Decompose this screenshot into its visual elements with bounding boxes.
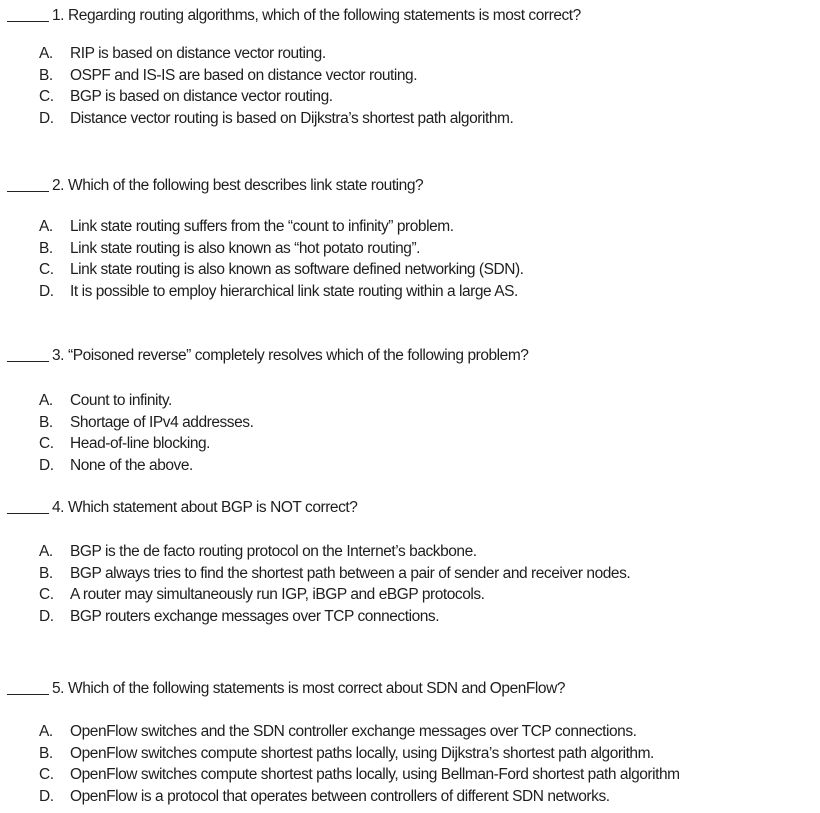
option-letter: B. [39, 744, 53, 762]
question-header [0, 497, 357, 519]
option-text: A router may simultaneously run IGP, iBGP and eBGP protocols. [70, 586, 485, 603]
option-letter: A. [39, 392, 53, 409]
option-letter: C. [39, 766, 54, 783]
option-text: Shortage of IPv4 addresses. [70, 413, 254, 431]
answer-blank[interactable] [7, 513, 49, 514]
option-text: OpenFlow switches compute shortest paths locally, using Dijkstra’s shortest path algorithm. [70, 744, 654, 762]
option-text: Link state routing suffers from the “count to infinity” problem. [70, 218, 454, 235]
option-c [39, 584, 630, 606]
question-number: 5. [52, 680, 65, 697]
option-d [39, 786, 680, 808]
option-letter: B. [39, 66, 53, 84]
option-text: BGP always tries to find the shortest path between a pair of sender and receiver nodes. [70, 564, 631, 582]
option-b [39, 563, 630, 585]
answer-blank[interactable] [7, 694, 49, 695]
option-text: OSPF and IS-IS are based on distance vector routing. [70, 66, 418, 84]
option-a [39, 216, 524, 238]
option-text: RIP is based on distance vector routing. [70, 45, 326, 62]
option-letter: C. [39, 435, 54, 452]
option-letter: C. [39, 88, 54, 105]
option-d [39, 108, 513, 130]
option-text: Distance vector routing is based on Dijkstra’s shortest path algorithm. [70, 109, 514, 127]
option-text: OpenFlow switches and the SDN controller exchange messages over TCP connections. [70, 723, 637, 740]
option-letter: D. [39, 787, 54, 805]
option-a [39, 43, 513, 65]
option-text: BGP routers exchange messages over TCP connections. [70, 607, 440, 625]
option-text: Link state routing is also known as software defined networking (SDN). [70, 261, 524, 278]
option-text: BGP is based on distance vector routing. [70, 88, 333, 105]
options-list [39, 721, 680, 807]
option-c [39, 86, 513, 108]
option-text: BGP is the de facto routing protocol on the Internet’s backbone. [70, 543, 477, 560]
option-c [39, 764, 680, 786]
option-b [39, 65, 513, 87]
option-d [39, 281, 524, 303]
option-a [39, 541, 630, 563]
question-text: “Poisoned reverse” completely resolves which of the following problem? [68, 347, 529, 364]
option-letter: C. [39, 586, 54, 603]
question-number: 4. [52, 499, 65, 516]
option-b [39, 412, 253, 434]
options-list [39, 43, 513, 129]
option-text: Link state routing is also known as “hot potato routing”. [70, 239, 421, 257]
option-text: OpenFlow switches compute shortest paths locally, using Bellman-Ford shortest path algorithm [70, 766, 680, 783]
question-text: Which statement about BGP is NOT correct? [68, 499, 358, 516]
question-number: 3. [52, 347, 65, 364]
option-letter: B. [39, 413, 53, 431]
options-list [39, 541, 630, 627]
question-number: 2. [52, 177, 65, 194]
question-text: Which of the following best describes link state routing? [68, 177, 424, 194]
question-text: Regarding routing algorithms, which of the following statements is most correct? [68, 7, 581, 24]
option-c [39, 433, 253, 455]
option-letter: A. [39, 543, 53, 560]
option-a [39, 390, 253, 412]
option-letter: D. [39, 282, 54, 300]
option-letter: A. [39, 723, 53, 740]
option-letter: C. [39, 261, 54, 278]
option-b [39, 743, 680, 765]
options-list [39, 390, 253, 476]
option-text: None of the above. [70, 456, 193, 474]
option-b [39, 238, 524, 260]
question-header [0, 175, 423, 197]
question-header [0, 5, 581, 27]
question-header [0, 345, 528, 367]
question-text: Which of the following statements is most correct about SDN and OpenFlow? [68, 680, 566, 697]
option-text: Count to infinity. [70, 392, 172, 409]
option-text: OpenFlow is a protocol that operates between controllers of different SDN networks. [70, 787, 610, 805]
option-letter: D. [39, 607, 54, 625]
option-letter: D. [39, 456, 54, 474]
option-letter: A. [39, 218, 53, 235]
option-a [39, 721, 680, 743]
option-text: Head-of-line blocking. [70, 435, 211, 452]
answer-blank[interactable] [7, 191, 49, 192]
option-c [39, 259, 524, 281]
option-letter: A. [39, 45, 53, 62]
option-letter: B. [39, 239, 53, 257]
option-d [39, 606, 630, 628]
question-header [0, 678, 565, 700]
answer-blank[interactable] [7, 21, 49, 22]
option-letter: B. [39, 564, 53, 582]
options-list [39, 216, 524, 302]
option-d [39, 455, 253, 477]
question-number: 1. [52, 7, 65, 24]
answer-blank[interactable] [7, 361, 49, 362]
option-letter: D. [39, 109, 54, 127]
option-text: It is possible to employ hierarchical link state routing within a large AS. [70, 282, 518, 300]
